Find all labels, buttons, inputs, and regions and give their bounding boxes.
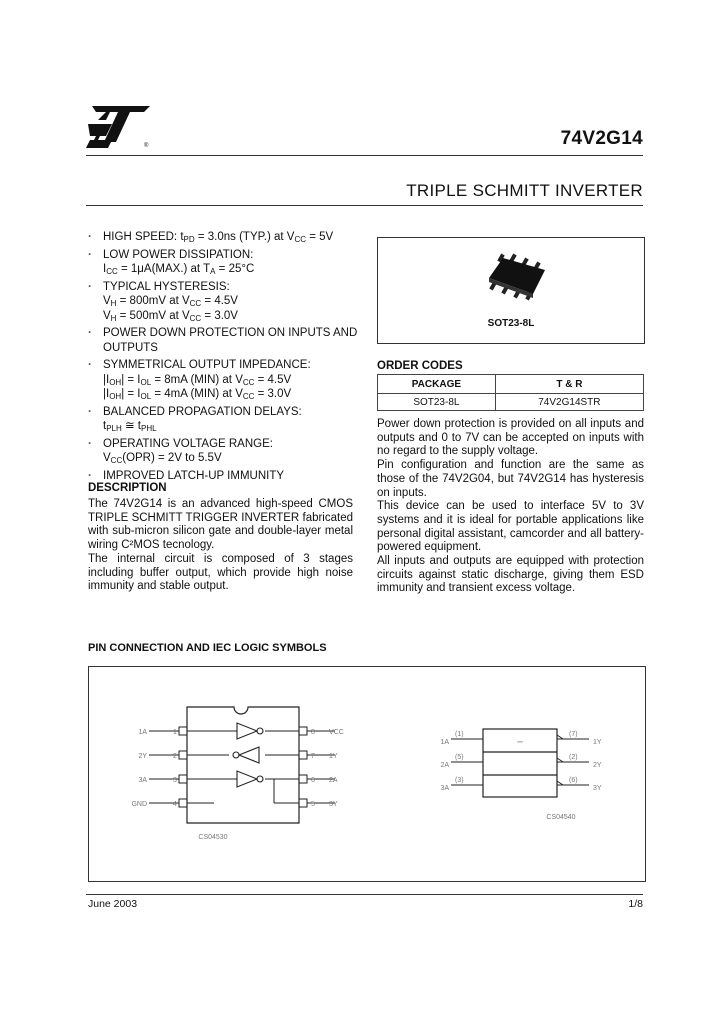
pin-connection-heading: PIN CONNECTION AND IEC LOGIC SYMBOLS xyxy=(88,642,327,654)
table-cell: 74V2G14STR xyxy=(495,394,643,411)
inverter-bubble xyxy=(233,752,239,758)
feature-operating: · OPERATING VOLTAGE RANGE: $V_{CC}(OPR) = 2V$ to 5.5V xyxy=(88,437,358,466)
iec-input-label: 3A xyxy=(440,785,449,792)
description-heading: DESCRIPTION xyxy=(88,482,167,494)
inverter-gate-2 xyxy=(239,747,259,763)
table-row xyxy=(378,394,644,411)
feature-low-power: · LOW POWER DISSIPATION: $I_{CC} = 1\mu A(MAX.)$ at $T_A = 25^\circ C$ xyxy=(88,248,358,277)
iec-input-pin: (3) xyxy=(455,777,464,784)
feature-latchup: · IMPROVED LATCH-UP IMMUNITY xyxy=(88,469,358,484)
iec-input-label: 2A xyxy=(440,762,449,769)
table-header-row xyxy=(378,375,644,394)
svg-text:®: ® xyxy=(144,143,149,148)
part-number: 74V2G14 xyxy=(560,128,643,149)
feature-power-down: · POWER DOWN PROTECTION ON INPUTS AND OUTPUTS xyxy=(88,326,358,355)
page-number: 1/8 xyxy=(628,898,643,910)
figure-code: CS04530 xyxy=(198,834,228,841)
pin-number: 1 xyxy=(173,729,177,736)
pin-label: 2Y xyxy=(138,753,147,760)
body-paragraph: All inputs and outputs are equipped with protection circuits against static discharge, giving them ESD immunity and transient excess voltage. xyxy=(377,555,644,595)
pin-label: 3Y xyxy=(329,801,338,808)
pin-number: 7 xyxy=(311,753,315,760)
iec-output-label: 3Y xyxy=(593,785,602,792)
iec-schmitt-symbol: ⎓ xyxy=(517,739,523,746)
column-header-package: PACKAGE xyxy=(378,375,496,394)
footer-date: June 2003 xyxy=(88,898,138,910)
order-codes-heading: ORDER CODES xyxy=(377,360,463,372)
right-column-text xyxy=(377,418,644,596)
ic-body xyxy=(187,707,299,823)
body-paragraph: Pin configuration and function are the same as those of the 74V2G04, but 74V2G14 has hysteresis on inputs. xyxy=(377,459,644,499)
pin-connection-figure xyxy=(88,666,646,882)
pin-label: 3A xyxy=(138,777,147,784)
pin-label: 1Y xyxy=(329,753,338,760)
package-figure xyxy=(377,237,645,344)
iec-input-pin: (5) xyxy=(455,754,464,761)
divider-title xyxy=(86,205,643,206)
feature-list xyxy=(88,230,358,486)
description-paragraph: The internal circuit is composed of 3 stages including buffer output, which provide high noise immunity and stable output. xyxy=(88,552,353,593)
st-logo xyxy=(86,106,150,148)
sot23-package-image xyxy=(483,252,553,307)
inverter-gate-3 xyxy=(237,771,257,787)
pin-number: 5 xyxy=(311,801,315,808)
inverter-bubble xyxy=(257,728,263,734)
description-text xyxy=(88,498,353,594)
pin-number: 4 xyxy=(173,801,177,808)
inverter-bubble xyxy=(257,776,263,782)
pin-diagram xyxy=(89,667,645,881)
inverter-gate-1 xyxy=(237,723,257,739)
pin-label: 1A xyxy=(138,729,147,736)
iec-input-label: 1A xyxy=(440,739,449,746)
feature-symmetrical: · SYMMETRICAL OUTPUT IMPEDANCE: $|I_{OH}| = I_{OL} = 8mA$ (MIN) at $V_{CC} = 4.5V$ $|I_{OH}| = I_{OL} = 4mA$ (MIN) at $V_{CC} = 3.0V$ xyxy=(88,358,358,402)
divider-footer xyxy=(86,894,643,895)
body-paragraph: Power down protection is provided on all inputs and outputs and 0 to 7V can be accepted on inputs with no regard to the supply voltage. xyxy=(377,418,644,458)
pin-number: 8 xyxy=(311,729,315,736)
divider-top xyxy=(86,155,643,156)
feature-balanced: · BALANCED PROPAGATION DELAYS: $t_{PLH}$ ≅ $t_{PHL}$ xyxy=(88,405,358,434)
body-paragraph: This device can be used to interface 5V to 3V systems and it is ideal for portable applications like personal digital assistant, camcorder and all battery-powered equipment. xyxy=(377,500,644,554)
iec-output-pin: (2) xyxy=(569,754,578,761)
iec-output-label: 2Y xyxy=(593,762,602,769)
iec-output-label: 1Y xyxy=(593,739,602,746)
package-label: SOT23-8L xyxy=(487,318,535,329)
pin-number: 2 xyxy=(173,753,177,760)
pin-number: 6 xyxy=(311,777,315,784)
iec-input-pin: (1) xyxy=(455,731,464,738)
description-paragraph: The 74V2G14 is an advanced high-speed CMOS TRIPLE SCHMITT TRIGGER INVERTER fabricated with sub-micron silicon gate and double-layer metal wiring C²MOS tecnology. xyxy=(88,498,353,552)
pin-number: 3 xyxy=(173,777,177,784)
pin-label: GND xyxy=(131,801,147,808)
document-title: TRIPLE SCHMITT INVERTER xyxy=(406,181,643,200)
iec-output-pin: (7) xyxy=(569,731,578,738)
pin-label: VCC xyxy=(329,729,344,736)
table-cell: SOT23-8L xyxy=(378,394,496,411)
pin-label: 2A xyxy=(329,777,338,784)
feature-high-speed: · HIGH SPEED: $t_{PD} = 3.0ns$ (TYP.) at $V_{CC} = 5V$ xyxy=(88,230,358,245)
order-codes-table xyxy=(377,374,644,411)
figure-code: CS04540 xyxy=(546,814,576,821)
column-header-tr: T & R xyxy=(495,375,643,394)
iec-output-pin: (6) xyxy=(569,777,578,784)
feature-hysteresis: · TYPICAL HYSTERESIS: $V_H = 800mV$ at $V_{CC} = 4.5V$ $V_H = 500mV$ at $V_{CC} = 3.0V$ xyxy=(88,280,358,324)
